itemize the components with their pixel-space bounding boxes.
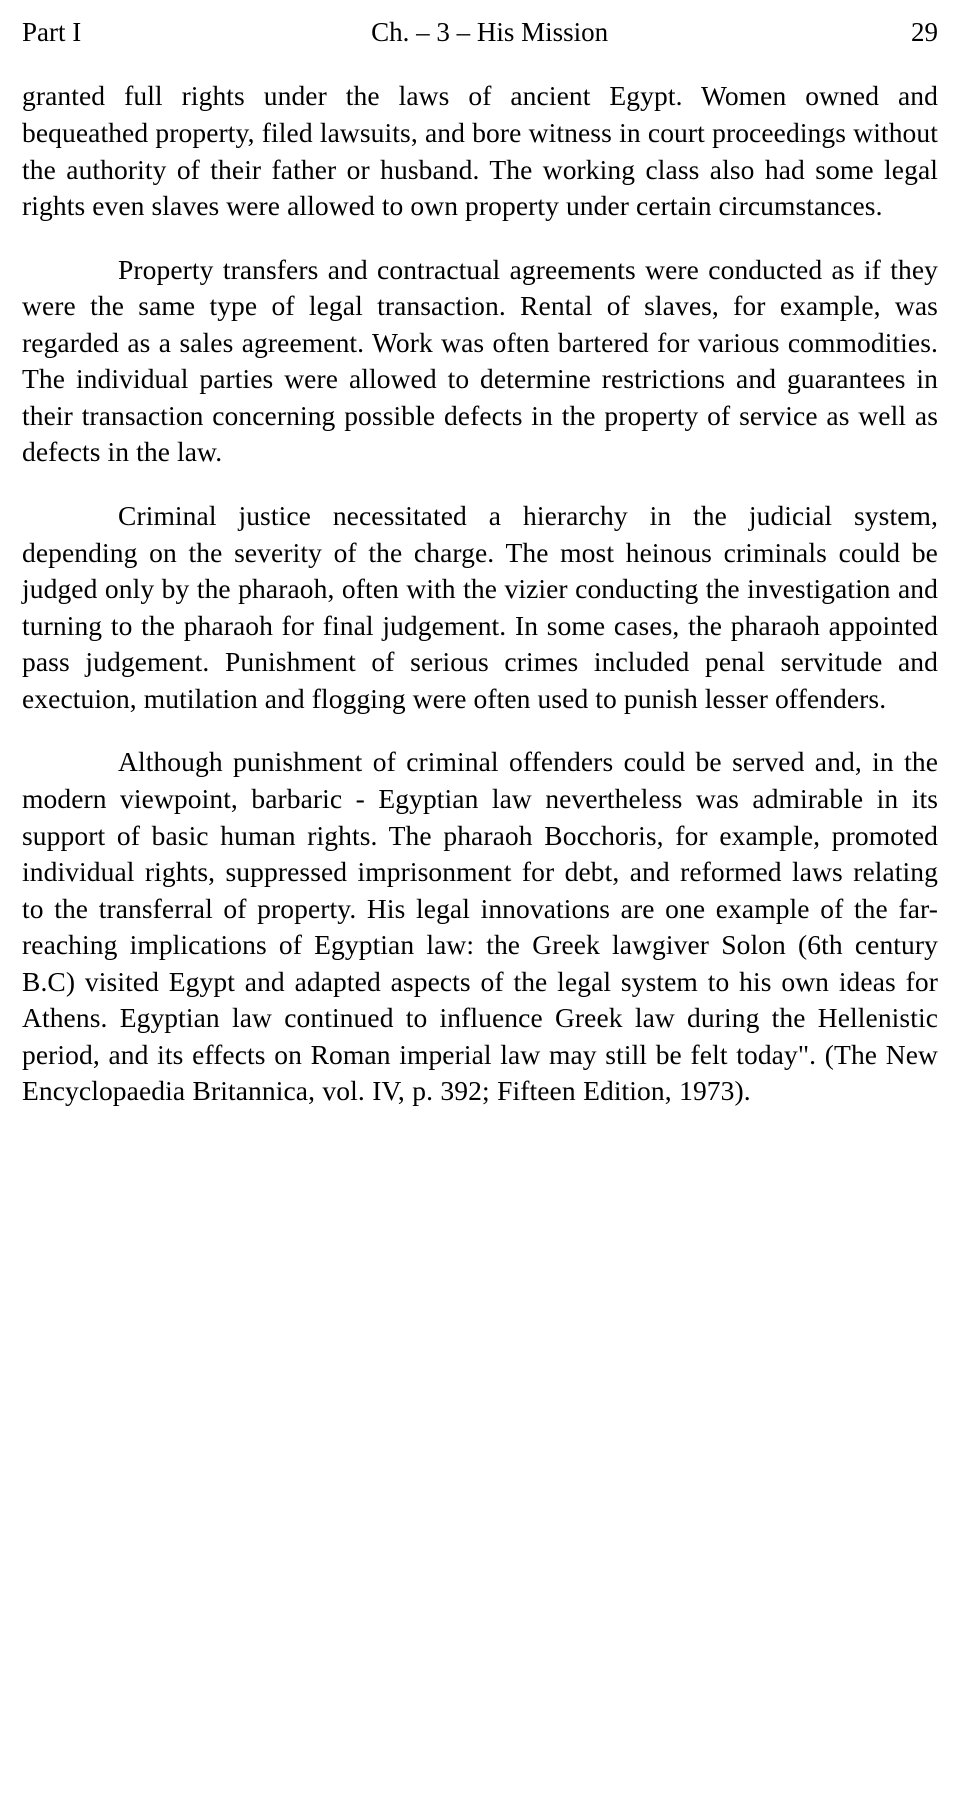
running-head-part-label: Part I — [22, 17, 82, 47]
paragraph-3: Criminal justice necessitated a hierarchy in the judicial system, depending on the severity of the charge. The most heinous criminals could be judged only by the pharaoh, often with the vizier conducting the investigation and turning to the pharaoh for final judgement. In some cases, the pharaoh appointed pass judgement. Punishment of serious crimes included penal servitude and exectuion, mutilation and flogging were often used to punish lesser offenders. — [22, 500, 938, 714]
running-head-chapter-title: Ch. – 3 – His Mission — [371, 17, 609, 47]
paragraph-1: granted full rights under the laws of ancient Egypt. Women owned and bequeathed property, filed lawsuits, and bore witness in court proceedings without the authority of their father or husband. The working class also had some legal rights even slaves were allowed to own property under certain circumstances. — [22, 80, 938, 222]
body-text — [18, 78, 942, 1110]
running-head — [18, 16, 942, 48]
page-number: 29 — [911, 17, 938, 47]
paragraph-4: Although punishment of criminal offenders could be served and, in the modern viewpoint, barbaric - Egyptian law nevertheless was admirable in its support of basic human rights. The pharaoh Bocchoris, for example, promoted individual rights, suppressed imprisonment for debt, and reformed laws relating to the transferral of property. His legal innovations are one example of the far-reaching implications of Egyptian law: the Greek lawgiver Solon (6th century B.C) visited Egypt and adapted aspects of the legal system to his own ideas for Athens. Egyptian law continued to influence Greek law during the Hellenistic period, and its effects on Roman imperial law may still be felt today". (The New Encyclopaedia Britannica, vol. IV, p. 392; Fifteen Edition, 1973). — [22, 746, 938, 1107]
paragraph-2: Property transfers and contractual agreements were conducted as if they were the same type of legal transaction. Rental of slaves, for example, was regarded as a sales agreement. Work was often bartered for various commodities. The individual parties were allowed to determine restrictions and guarantees in their transaction concerning possible defects in the property of service as well as defects in the law. — [22, 253, 938, 468]
